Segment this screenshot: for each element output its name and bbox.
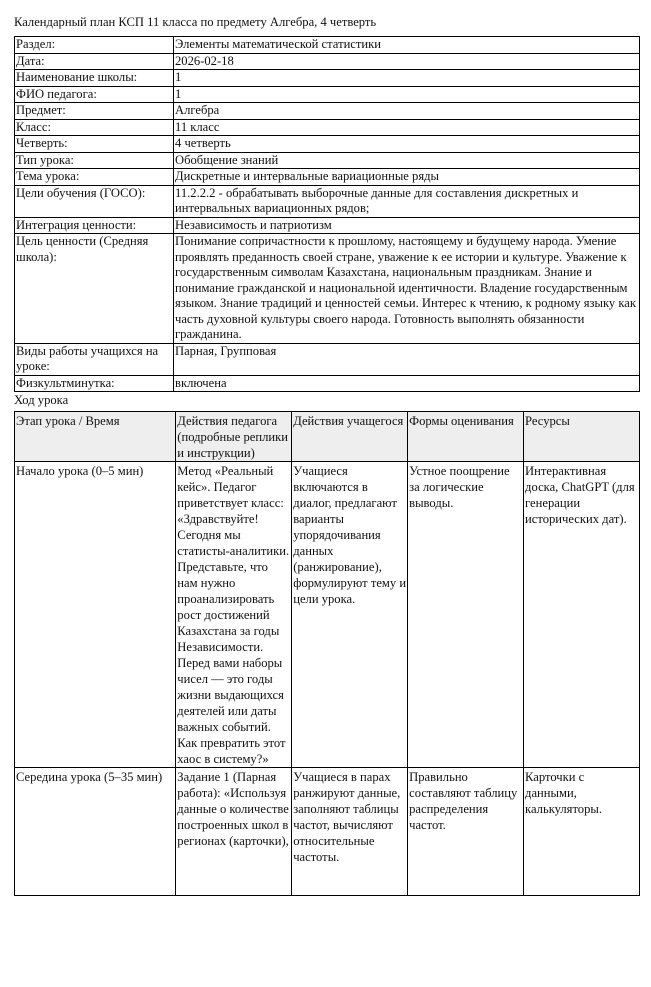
- info-row: [15, 152, 640, 169]
- teacher-actions-cell: Метод «Реальный кейс». Педагог приветствует класс: «Здравствуйте! Сегодня мы статисты-аналитики. Представьте, что нам нужно проанализировать рост достижений Казахстана за годы Независимости. Перед вами наборы чисел — это годы жизни выдающихся деятелей или даты важных событий. Как превратить этот хаос в систему?»: [176, 462, 292, 768]
- info-label: Класс:: [15, 119, 174, 136]
- info-row: [15, 53, 640, 70]
- info-row: [15, 185, 640, 217]
- info-value: Независимость и патриотизм: [174, 217, 640, 234]
- info-label: Цели обучения (ГОСО):: [15, 185, 174, 217]
- info-value: Элементы математической статистики: [174, 37, 640, 54]
- header-assessment: Формы оценивания: [408, 412, 524, 462]
- teacher-actions-text: Задание 1 (Парная работа): «Используя данные о количестве построенных школ в регионах (карточки),: [177, 770, 289, 848]
- info-label: Предмет:: [15, 103, 174, 120]
- info-label: Наименование школы:: [15, 70, 174, 87]
- info-row: [15, 37, 640, 54]
- info-value: Парная, Групповая: [174, 343, 640, 375]
- info-row: [15, 343, 640, 375]
- info-value: 2026-02-18: [174, 53, 640, 70]
- teacher-actions-cell: [176, 768, 292, 896]
- info-row: [15, 136, 640, 153]
- info-row: [15, 103, 640, 120]
- info-label: Четверть:: [15, 136, 174, 153]
- info-row: [15, 119, 640, 136]
- info-row: [15, 86, 640, 103]
- info-row: [15, 217, 640, 234]
- stage-cell: Начало урока (0–5 мин): [15, 462, 176, 768]
- info-label: Физкультминутка:: [15, 375, 174, 392]
- table-row: [15, 462, 640, 768]
- assessment-cell: Устное поощрение за логические выводы.: [408, 462, 524, 768]
- info-label: ФИО педагога:: [15, 86, 174, 103]
- info-label: Тип урока:: [15, 152, 174, 169]
- info-label: Раздел:: [15, 37, 174, 54]
- info-row: [15, 375, 640, 392]
- info-value: Алгебра: [174, 103, 640, 120]
- info-row: [15, 234, 640, 344]
- header-teacher-actions: Действия педагога (подробные реплики и инструкции): [176, 412, 292, 462]
- info-row: [15, 169, 640, 186]
- student-actions-text: Учащиеся в парах ранжируют данные, заполняют таблицы частот, вычисляют относительные частоты.: [293, 770, 401, 864]
- info-value: Дискретные и интервальные вариационные ряды: [174, 169, 640, 186]
- info-value: 4 четверть: [174, 136, 640, 153]
- lesson-plan-table: [14, 411, 640, 896]
- info-row: [15, 70, 640, 87]
- lesson-info-table: [14, 36, 640, 392]
- info-value: 11.2.2.2 - обрабатывать выборочные данные для составления дискретных и интервальных вариационных рядов;: [174, 185, 640, 217]
- info-label: Цель ценности (Средняя школа):: [15, 234, 174, 344]
- info-label: Виды работы учащихся на уроке:: [15, 343, 174, 375]
- lesson-table-header-row: [15, 412, 640, 462]
- resources-cell: Интерактивная доска, ChatGPT (для генерации исторических дат).: [524, 462, 640, 768]
- resources-text: Карточки с данными, калькуляторы.: [525, 770, 603, 816]
- header-student-actions: Действия учащегося: [292, 412, 408, 462]
- table-row: [15, 768, 640, 896]
- document-title: Календарный план КСП 11 класса по предмету Алгебра, 4 четверть: [14, 15, 377, 29]
- assessment-cell: [408, 768, 524, 896]
- info-value: 1: [174, 70, 640, 87]
- assessment-text: Правильно составляют таблицу распределения частот.: [409, 770, 518, 832]
- section-title: Ход урока: [14, 393, 69, 407]
- info-label: Тема урока:: [15, 169, 174, 186]
- stage-cell-text: Середина урока (5–35 мин): [16, 770, 163, 784]
- info-label: Дата:: [15, 53, 174, 70]
- info-value: 11 класс: [174, 119, 640, 136]
- header-stage: Этап урока / Время: [15, 412, 176, 462]
- resources-cell: [524, 768, 640, 896]
- info-value: 1: [174, 86, 640, 103]
- document-page: [14, 14, 640, 896]
- student-actions-cell: Учащиеся включаются в диалог, предлагают варианты упорядочивания данных (ранжирование), формулируют тему и цели урока.: [292, 462, 408, 768]
- header-resources: Ресурсы: [524, 412, 640, 462]
- student-actions-cell: [292, 768, 408, 896]
- info-value: включена: [174, 375, 640, 392]
- info-value: Обобщение знаний: [174, 152, 640, 169]
- info-label: Интеграция ценности:: [15, 217, 174, 234]
- info-value: Понимание сопричастности к прошлому, настоящему и будущему народа. Умение проявлять преданность своей стране, уважение к ее истории и культуре. Уважение к государственным символам Казахстана, национальным праздникам. Знание и понимание гражданской и национальной идентичности. Владение государственным языком. Знание традиций и ценностей семьи. Интерес к чтению, к родному языку как часть духовной культуры своего народа. Готовность выполнять обязанности гражданина.: [174, 234, 640, 344]
- stage-cell: [15, 768, 176, 896]
